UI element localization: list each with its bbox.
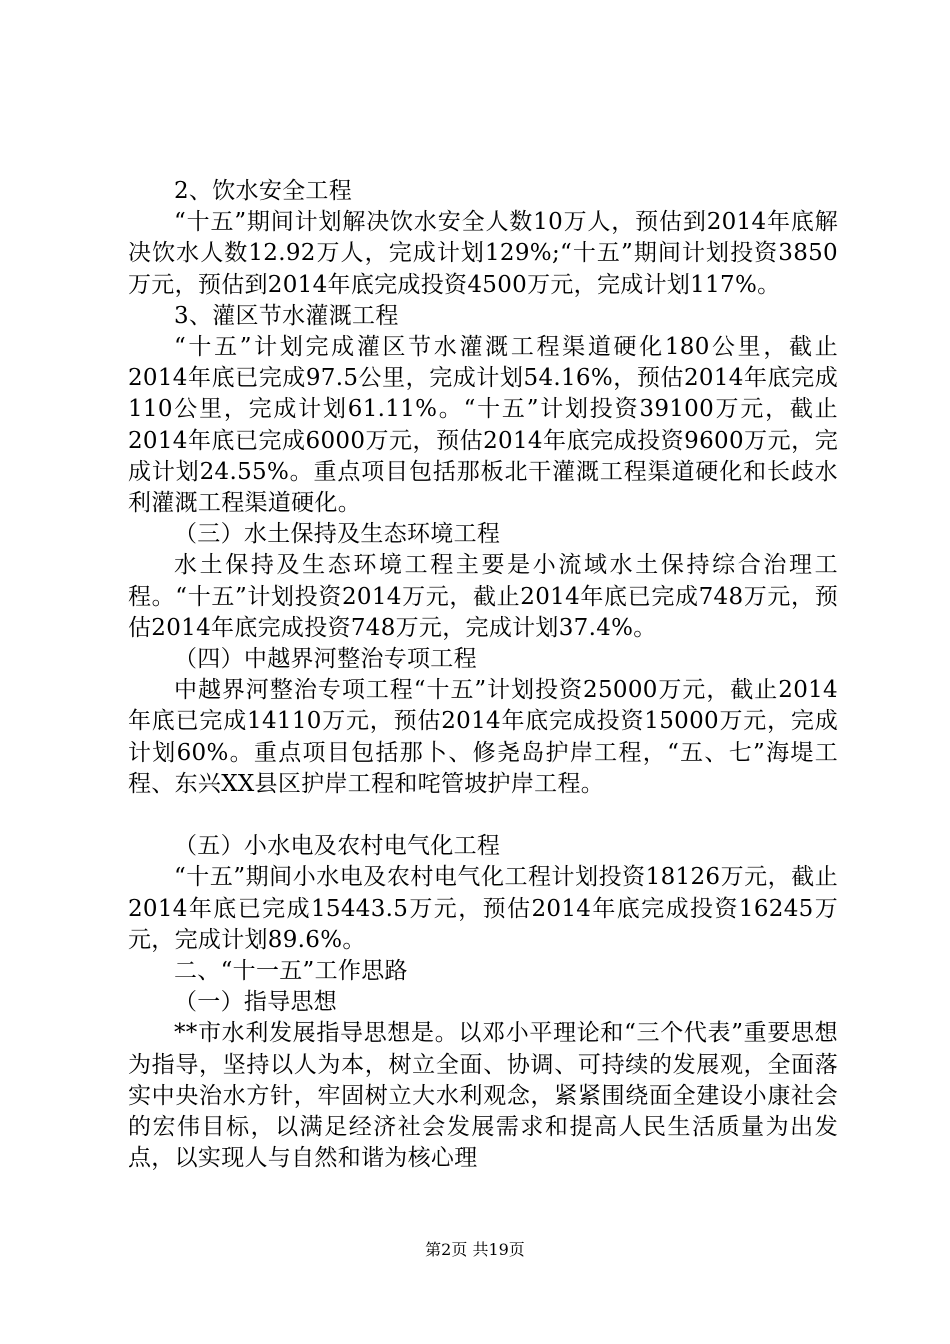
paragraph-irrigation: “十五”计划完成灌区节水灌溉工程渠道硬化180公里，截止2014年底已完成97.5公里，完成计划54.16%，预估2014年底完成110公里，完成计划61.11%。“十五”计划投资39100万元，截止2014年底已完成6000万元，预估2014年底完成投资9600万元，完成计划24.55%。重点项目包括那板北干灌溉工程渠道硬化和长歧水利灌溉工程渠道硬化。 [128, 334, 838, 517]
section-heading-guiding-ideology: （一）指导思想 [174, 989, 338, 1016]
section-heading-soil-conservation: （三）水土保持及生态环境工程 [174, 521, 501, 548]
paragraph-border-river: 中越界河整治专项工程“十五”计划投资25000万元，截止2014年底已完成14110万元，预估2014年底完成投资15000万元，完成计划60%。重点项目包括那卜、修尧岛护岸工程，“五、七”海堤工程、东兴XX县区护岸工程和咤管坡护岸工程。 [128, 677, 838, 797]
paragraph-hydropower: “十五”期间小水电及农村电气化工程计划投资18126万元，截止2014年底已完成15443.5万元，预估2014年底完成投资16245万元，完成计划89.6%。 [128, 864, 838, 953]
section-heading-work-ideas: 二、“十一五”工作思路 [174, 958, 408, 985]
page-number-footer: 第2页 共19页 [425, 1240, 525, 1259]
section-heading-drinking-water: 2、饮水安全工程 [174, 178, 353, 204]
section-heading-hydropower: （五）小水电及农村电气化工程 [174, 833, 501, 860]
paragraph-drinking-water: “十五”期间计划解决饮水安全人数10万人，预估到2014年底解决饮水人数12.92万人，完成计划129%;“十五”期间计划投资3850万元，预估到2014年底完成投资4500万元，完成计划117%。 [128, 209, 838, 298]
paragraph-guiding-ideology: **市水利发展指导思想是。以邓小平理论和“三个代表”重要思想为指导，坚持以人为本，树立全面、协调、可持续的发展观，全面落实中央治水方针，牢固树立大水利观念，紧紧围绕面全建设小康社会的宏伟目标，以满足经济社会发展需求和提高人民生活质量为出发点，以实现人与自然和谐为核心理 [128, 1020, 838, 1172]
section-heading-irrigation: 3、灌区节水灌溉工程 [174, 302, 399, 329]
section-heading-border-river: （四）中越界河整治专项工程 [174, 646, 477, 673]
document-body [128, 176, 838, 1174]
paragraph-soil-conservation: 水土保持及生态环境工程主要是小流域水土保持综合治理工程。“十五”计划投资2014万元，截止2014年底已完成748万元，预估2014年底完成投资748万元，完成计划37.4%。 [128, 552, 838, 641]
blank-line [128, 800, 838, 831]
